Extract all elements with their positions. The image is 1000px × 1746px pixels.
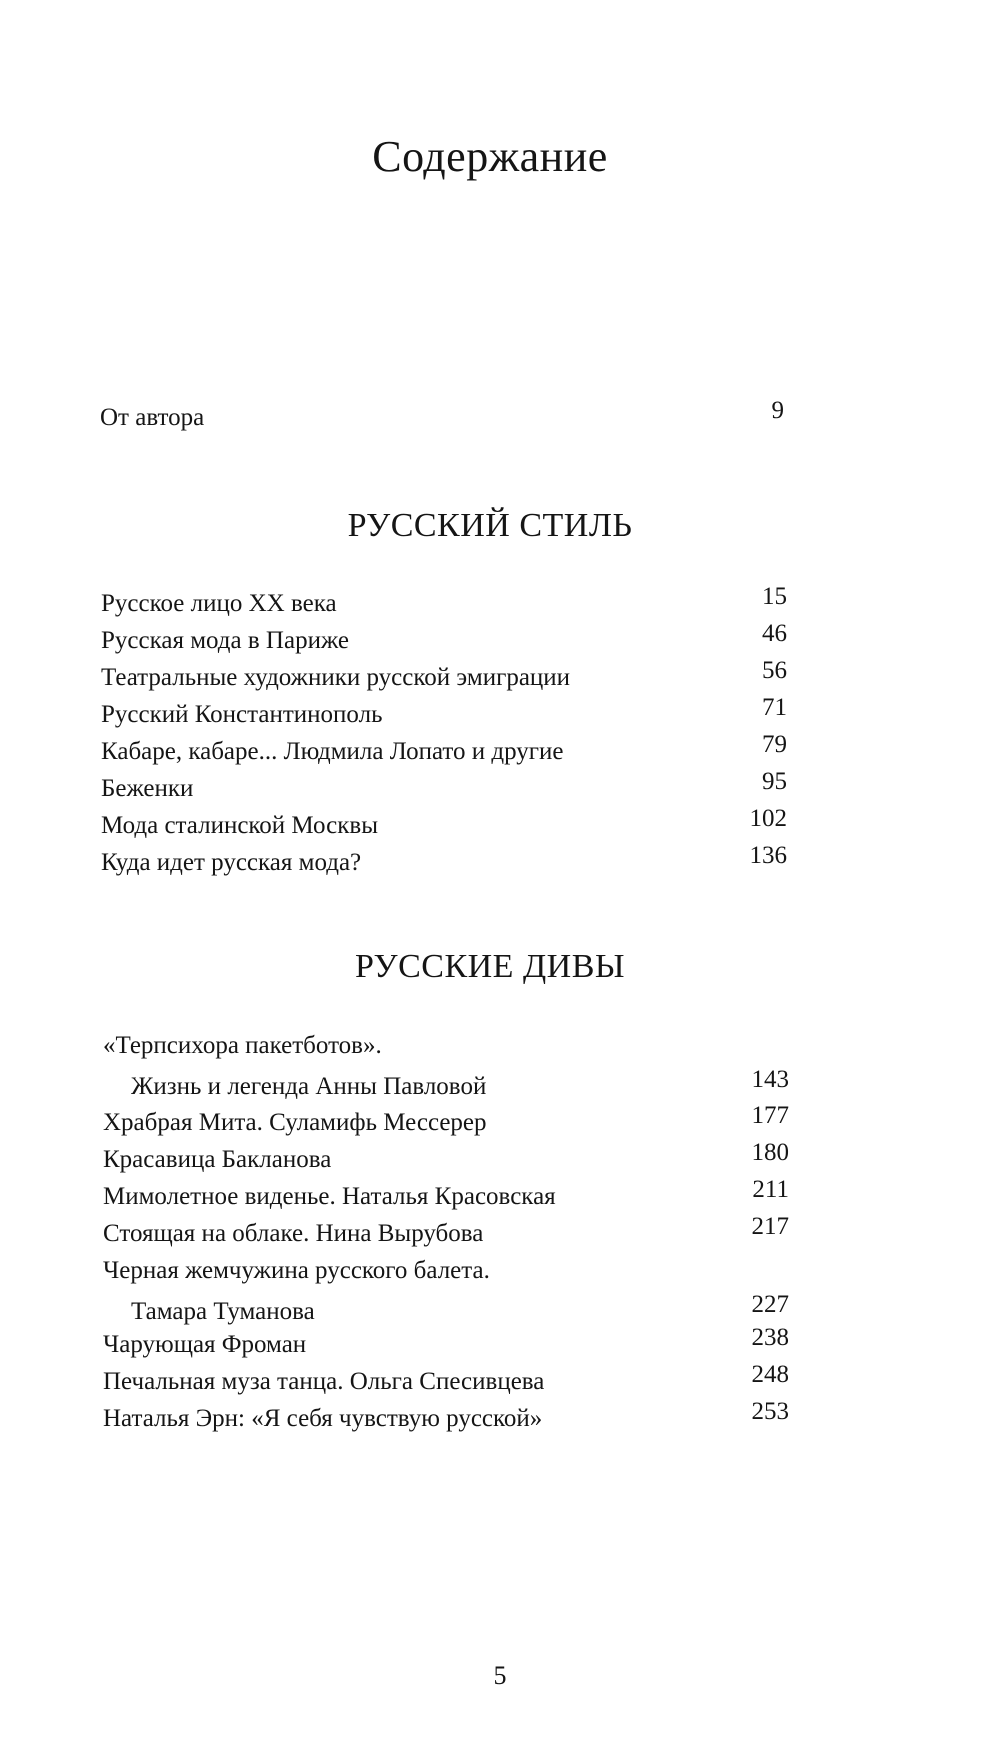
toc-entry-title: Наталья Эрн: «Я себя чувствую русской» (103, 1405, 543, 1432)
toc-entry-title: Беженки (101, 775, 194, 802)
toc-entry-page: 253 (751, 1398, 789, 1425)
toc-entry-title: Печальная муза танца. Ольга Спесивцева (103, 1368, 545, 1395)
toc-entry-page: 95 (762, 768, 787, 795)
toc-entry (101, 657, 787, 696)
toc-entry-subtitle: Тамара Туманова (131, 1298, 315, 1325)
toc-entry-title: Кабаре, кабаре... Людмила Лопато и другие (101, 738, 564, 765)
toc-entry-title: Мода сталинской Москвы (101, 812, 379, 839)
toc-entry-page: 9 (771, 397, 784, 424)
toc-entry-page: 238 (751, 1324, 789, 1351)
toc-entry-two-line (103, 1030, 789, 1108)
toc-entry (103, 1361, 789, 1400)
section-heading-russian-style: РУССКИЙ СТИЛЬ (347, 507, 633, 544)
toc-entry-title: Мимолетное виденье. Наталья Красовская (103, 1183, 556, 1210)
toc-entry-page: 211 (752, 1176, 789, 1203)
toc-entry-title: Стоящая на облаке. Нина Вырубова (103, 1220, 484, 1247)
toc-entry-title: Куда идет русская мода? (101, 849, 362, 876)
toc-entry (101, 805, 787, 844)
toc-entry-subtitle: Жизнь и легенда Анны Павловой (131, 1073, 487, 1100)
page-number: 5 (493, 1661, 507, 1690)
toc-entry-intro (100, 397, 784, 436)
toc-entry-page: 15 (762, 583, 787, 610)
toc-entry (103, 1102, 789, 1141)
toc-entry-title: Чарующая Фроман (103, 1331, 307, 1358)
toc-entry (103, 1176, 789, 1215)
toc-entry (101, 842, 787, 881)
toc-entry (103, 1139, 789, 1178)
toc-entry-title: Русский Константинополь (101, 701, 383, 728)
toc-entry (103, 1213, 789, 1252)
toc-entry-title: От автора (100, 404, 205, 431)
toc-entry-page: 248 (751, 1361, 789, 1388)
toc-entry-title: Храбрая Мита. Суламифь Мессерер (103, 1109, 487, 1136)
toc-entry-page: 79 (762, 731, 787, 758)
toc-entry (103, 1398, 789, 1437)
toc-entry-title: «Терпсихора пакетботов». (103, 1032, 382, 1059)
toc-entry (101, 620, 787, 659)
toc-entry-page: 180 (751, 1139, 789, 1166)
toc-entry-page: 177 (751, 1102, 789, 1129)
toc-entry-page: 102 (749, 805, 787, 832)
toc-entry (101, 583, 787, 622)
toc-entry-page: 217 (751, 1213, 789, 1240)
toc-entry-title: Черная жемчужина русского балета. (103, 1257, 490, 1284)
toc-entry-page: 136 (749, 842, 787, 869)
toc-entry-title: Русское лицо XX века (101, 590, 337, 617)
toc-entry-title: Театральные художники русской эмиграции (101, 664, 571, 691)
toc-entry (101, 694, 787, 733)
toc-entry (103, 1324, 789, 1363)
toc-entry (101, 731, 787, 770)
toc-entry-title: Красавица Бакланова (103, 1146, 332, 1173)
section-heading-russian-divas: РУССКИЕ ДИВЫ (354, 948, 626, 985)
toc-entry-page: 227 (751, 1291, 789, 1318)
toc-entry (101, 768, 787, 807)
toc-entry-page: 56 (762, 657, 787, 684)
toc-entry-two-line (103, 1255, 789, 1333)
toc-entry-page: 71 (762, 694, 787, 721)
page-title: Содержание (372, 132, 608, 181)
toc-entry-page: 46 (762, 620, 787, 647)
toc-entry-title: Русская мода в Париже (101, 627, 349, 654)
toc-entry-page: 143 (751, 1066, 789, 1093)
